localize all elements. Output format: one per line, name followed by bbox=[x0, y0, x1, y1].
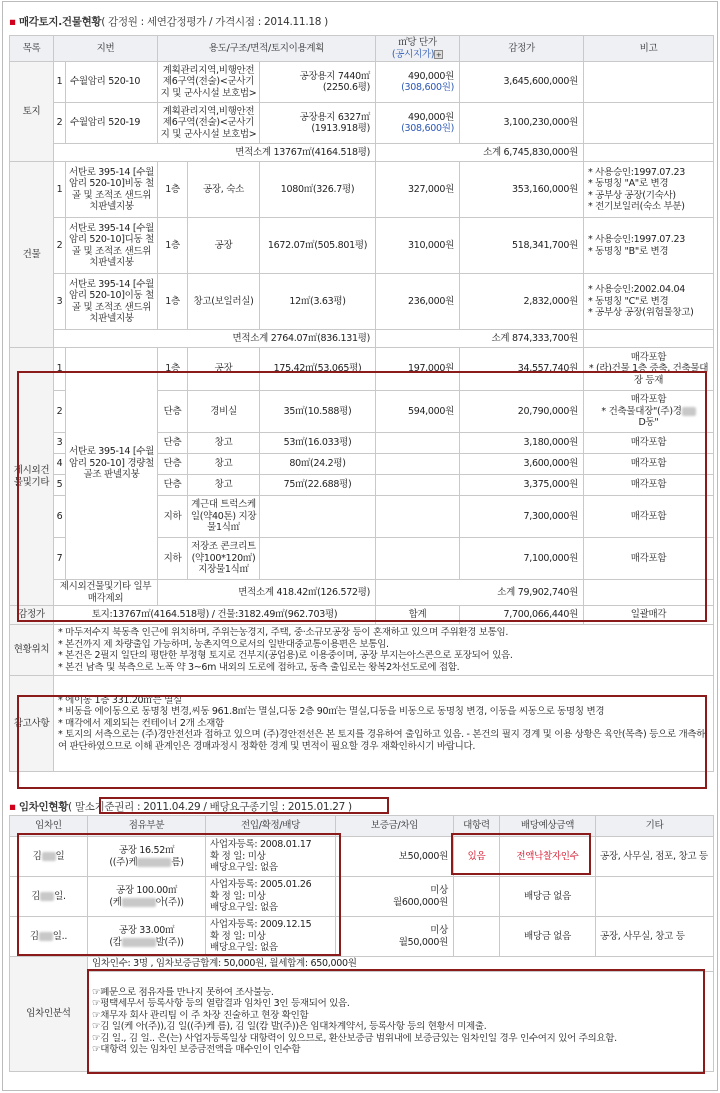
extra-unit bbox=[376, 538, 460, 580]
redacted-text bbox=[39, 932, 53, 941]
extra-notes: 매각포함 bbox=[584, 433, 714, 454]
note-line: * 매각에서 제외되는 컨테이너 2개 소재함 bbox=[58, 717, 224, 729]
note-line: * 비동을 에이동으로 동명칭 변경,씨동 961.8㎡는 멸실,디동 2층 90㎡는 멸실,디동을 비동으로 동명칭 변경, 이동을 씨동으로 동명칭 변경 bbox=[58, 706, 605, 718]
row-no: 7 bbox=[54, 538, 66, 580]
land-note bbox=[584, 62, 714, 103]
tenant-power: 있음 bbox=[454, 837, 500, 877]
extra-floor: 단층 bbox=[158, 454, 188, 475]
tenant-etc bbox=[596, 877, 714, 917]
bldg-area: 12㎡(3.63평) bbox=[260, 274, 376, 330]
bldg-unit: 310,000원 bbox=[376, 218, 460, 274]
tenant-dividend: 배당금 없음 bbox=[500, 877, 596, 917]
date-line: 사업자등록: 2008.01.17 bbox=[210, 839, 312, 851]
tenant-row bbox=[10, 917, 714, 957]
deposit-value: 보50,000원 bbox=[398, 850, 448, 862]
row-no: 1 bbox=[54, 348, 66, 391]
tenant-row bbox=[10, 837, 714, 877]
appraisal-note: 일괄매각 bbox=[584, 606, 714, 625]
extra-unit: 594,000원 bbox=[376, 391, 460, 433]
tenant-deposit bbox=[336, 837, 454, 877]
note-line: * 사용승인:1997.07.23 bbox=[588, 234, 685, 245]
rent-value: 월50,000원 bbox=[398, 936, 448, 948]
empty-cell bbox=[584, 580, 714, 606]
deposit-value: 미상 bbox=[430, 925, 448, 936]
date-line: 사업자등록: 2005.01.26 bbox=[210, 879, 312, 891]
col-header-occupancy: 점유부분 bbox=[88, 816, 206, 837]
tenant-occupancy bbox=[88, 837, 206, 877]
col-header-deposit: 보증금/차임 bbox=[336, 816, 454, 837]
land-area-sqm: 공장용지 6327㎡ bbox=[299, 111, 371, 123]
note-line: * 건축물대장"(주)경 bbox=[601, 405, 682, 417]
extra-use: 저장조 콘크리트(약100*120㎡) 지장물1식㎡ bbox=[188, 538, 260, 580]
appraisal-row bbox=[10, 606, 714, 625]
land-price: 3,100,230,000원 bbox=[460, 103, 584, 144]
extra-notes: 매각포함 bbox=[584, 475, 714, 496]
occupancy-company-pre: (캄 bbox=[109, 936, 122, 948]
occupancy-company-pre: ((주)케 bbox=[109, 856, 138, 868]
land-area-pyeong: (1913.918평) bbox=[311, 123, 371, 134]
extra-use: 창고 bbox=[188, 475, 260, 496]
tenant-deposit bbox=[336, 877, 454, 917]
bldg-use: 공장, 숙소 bbox=[188, 162, 260, 218]
extra-unit bbox=[376, 433, 460, 454]
land-pub-price: (308,600원) bbox=[401, 123, 455, 134]
bldg-row bbox=[10, 218, 714, 274]
analysis-line: ☞채무자 회사 관리팀 이 주 차장 진술하고 현장 확인함 bbox=[92, 1009, 309, 1021]
note-line: * 마두저수지 북동측 인근에 위치하며, 주위는농경지, 주택, 중·소규모공장 등이 혼재하고 있으며 주위환경 보통임. bbox=[58, 627, 509, 638]
bldg-addr: 서탄로 395-14 [수월암리 520-10]이동 철골 및 조적조 샌드위치판넬지붕 bbox=[66, 274, 158, 330]
extra-price: 7,300,000원 bbox=[460, 496, 584, 538]
bldg-notes bbox=[584, 274, 714, 330]
tenant-row bbox=[10, 877, 714, 917]
land-area-sqm: 공장용지 7440㎡ bbox=[299, 70, 371, 82]
location-label: 현황위치 bbox=[10, 625, 54, 676]
date-line: 배당요구일: 없음 bbox=[210, 942, 278, 954]
extra-subtotal-row bbox=[10, 580, 714, 606]
bldg-floor: 1층 bbox=[158, 274, 188, 330]
tenant-name-pre: 김 bbox=[31, 890, 41, 902]
col-header-dividend: 배당예상금액 bbox=[500, 816, 596, 837]
extra-area: 80㎡(24.2평) bbox=[260, 454, 376, 475]
date-line: 확 정 일: 미상 bbox=[210, 890, 266, 902]
bldg-floor: 1층 bbox=[158, 218, 188, 274]
row-no: 1 bbox=[54, 162, 66, 218]
bullet-icon: ▪ bbox=[9, 801, 16, 813]
section-title-tenant bbox=[9, 799, 352, 814]
location-row bbox=[10, 625, 714, 676]
col-header-etc: 기타 bbox=[596, 816, 714, 837]
land-addr: 수월암리 520-10 bbox=[66, 62, 158, 103]
tenant-subtitle: ( 말소기준권리 : 2011.04.29 / 배당요구종기일 : 2015.01.27 ) bbox=[68, 801, 352, 813]
redacted-text bbox=[137, 858, 171, 867]
tenant-summary: 임차인수: 3명 , 임차보증금합계: 50,000원, 월세합계: 650,000원 bbox=[88, 957, 714, 972]
tenant-name-post: 일.. bbox=[52, 930, 68, 942]
analysis-row bbox=[10, 971, 714, 1071]
bullet-icon: ▪ bbox=[9, 16, 16, 28]
extra-area: 75㎡(22.688평) bbox=[260, 475, 376, 496]
redacted-text bbox=[682, 407, 696, 416]
extra-use: 경비실 bbox=[188, 391, 260, 433]
extra-notes: 매각포함 bbox=[584, 538, 714, 580]
date-line: 확 정 일: 미상 bbox=[210, 930, 266, 942]
extra-area: 35㎡(10.588평) bbox=[260, 391, 376, 433]
extra-area: 53㎡(16.033평) bbox=[260, 433, 376, 454]
extra-price: 20,790,000원 bbox=[460, 391, 584, 433]
col-header-addr: 지번 bbox=[54, 36, 158, 62]
date-line: 사업자등록: 2009.12.15 bbox=[210, 919, 312, 931]
extra-area bbox=[260, 496, 376, 538]
tenant-etc: 공장, 사무실, 점포, 창고 등 bbox=[596, 837, 714, 877]
land-sum-area: 면적소계 13767㎡(4164.518평) bbox=[54, 144, 376, 162]
tenant-name bbox=[10, 877, 88, 917]
note-line: * 공부상 공장(위험물창고) bbox=[588, 307, 694, 319]
extra-use: 창고 bbox=[188, 454, 260, 475]
tenant-dates bbox=[206, 877, 336, 917]
note-line: * 전기보일러(숙소 부분) bbox=[588, 201, 685, 212]
row-no: 2 bbox=[54, 218, 66, 274]
extra-price: 3,180,000원 bbox=[460, 433, 584, 454]
redacted-text bbox=[122, 898, 156, 907]
row-no: 6 bbox=[54, 496, 66, 538]
tenant-dates bbox=[206, 837, 336, 877]
bldg-price: 2,832,000원 bbox=[460, 274, 584, 330]
rent-value: 월600,000원 bbox=[393, 896, 448, 908]
empty-cell bbox=[584, 144, 714, 162]
land-unit-price: 490,000원 bbox=[407, 70, 455, 82]
land-note bbox=[584, 103, 714, 144]
row-no: 1 bbox=[54, 62, 66, 103]
bldg-row bbox=[10, 274, 714, 330]
note-line: * 토지의 서측으로는 (주)경안전선과 접하고 있으며 (주)경안전선은 본 토지를 경유하여 출입하고 있음. - 본건의 필지 경계 및 이용 상황은 육안(목측) 등으로 개측하여 판단하였으므로 이해 관계인은 경매과정시 정확한 경계 및 면적이 필요할 경우 재확인하시기 바랍니다. bbox=[58, 729, 706, 752]
col-header-price: 감정가 bbox=[460, 36, 584, 62]
extra-unit bbox=[376, 454, 460, 475]
tenant-power bbox=[454, 917, 500, 957]
section-title-property bbox=[9, 14, 328, 29]
extra-notes: 매각포함 bbox=[584, 454, 714, 475]
analysis-line: ☞대항력 있는 임차인 보증금전액을 매수인이 인수함 bbox=[92, 1044, 301, 1055]
occupancy-area: 공장 16.52㎡ bbox=[118, 845, 175, 856]
extra-label: 제시외건물및기타 bbox=[10, 348, 54, 606]
extra-unit bbox=[376, 496, 460, 538]
note-line: * 에이동 1층 331.20㎡는 멸실 bbox=[58, 694, 182, 706]
land-area bbox=[260, 103, 376, 144]
tenant-name-post: 일. bbox=[54, 890, 66, 902]
tenant-dividend: 전액낙찰자인수 bbox=[500, 837, 596, 877]
land-row bbox=[10, 62, 714, 103]
land-sum-price: 소계 6,745,830,000원 bbox=[376, 144, 584, 162]
extra-unit bbox=[376, 475, 460, 496]
redacted-text bbox=[40, 892, 54, 901]
extra-area bbox=[260, 538, 376, 580]
tenant-name-pre: 김 bbox=[32, 850, 42, 862]
bldg-sum-price: 소계 874,333,700원 bbox=[376, 330, 584, 348]
extra-floor: 단층 bbox=[158, 391, 188, 433]
extra-row bbox=[10, 348, 714, 391]
row-no: 4 bbox=[54, 454, 66, 475]
land-addr: 수월암리 520-19 bbox=[66, 103, 158, 144]
tenant-occupancy bbox=[88, 917, 206, 957]
tenant-name-pre: 김 bbox=[29, 930, 39, 942]
extra-addr: 서탄로 395-14 [수월암리 520-10] 경량철골조 판넬지붕 bbox=[66, 348, 158, 580]
col-header-list: 목록 bbox=[10, 36, 54, 62]
note-line: * 본건 남측 및 북측으로 노폭 약 3~6m 내외의 도로에 접하고, 동측 출입로는 왕복2차선도로에 접함. bbox=[58, 661, 460, 673]
land-row bbox=[10, 103, 714, 144]
col-header-power: 대항력 bbox=[454, 816, 500, 837]
row-no: 2 bbox=[54, 391, 66, 433]
col-header-use: 용도/구조/면적/토지이용계획 bbox=[158, 36, 376, 62]
bldg-label: 건물 bbox=[10, 162, 54, 348]
extra-area: 175.42㎡(53.065평) bbox=[260, 348, 376, 391]
occupancy-area: 공장 33.00㎡ bbox=[118, 925, 175, 936]
note-line: 매각포함 bbox=[630, 351, 667, 363]
appraisal-text: 토지:13767㎡(4164.518평) / 건물:3182.49㎡(962.703평) bbox=[54, 606, 376, 625]
bldg-floor: 1층 bbox=[158, 162, 188, 218]
location-notes bbox=[54, 625, 714, 676]
row-no: 2 bbox=[54, 103, 66, 144]
appraisal-sum-label: 합계 bbox=[376, 606, 460, 625]
tenant-name bbox=[10, 917, 88, 957]
land-area bbox=[260, 62, 376, 103]
land-unit bbox=[376, 62, 460, 103]
extra-unit: 197,000원 bbox=[376, 348, 460, 391]
property-subtitle: ( 감정원 : 세연감정평가 / 가격시점 : 2014.11.18 ) bbox=[101, 16, 328, 28]
extra-price: 3,600,000원 bbox=[460, 454, 584, 475]
bldg-notes bbox=[584, 162, 714, 218]
note-line: D동" bbox=[638, 417, 659, 429]
bldg-price: 353,160,000원 bbox=[460, 162, 584, 218]
date-line: 확 정 일: 미상 bbox=[210, 850, 266, 862]
bldg-price: 518,341,700원 bbox=[460, 218, 584, 274]
redacted-text bbox=[122, 938, 156, 947]
date-line: 배당요구일: 없음 bbox=[210, 862, 278, 874]
note-line: * 본건까지 제 차량출입 가능하며, 농촌지역으로서의 일반대중교통이용편은 보통임. bbox=[58, 638, 389, 650]
land-label: 토지 bbox=[10, 62, 54, 162]
tenant-dividend: 배당금 없음 bbox=[500, 917, 596, 957]
tenant-name-post: 일 bbox=[55, 850, 65, 862]
pub-price-link[interactable]: (공시지가) bbox=[391, 48, 435, 60]
bldg-row bbox=[10, 162, 714, 218]
appraisal-total: 7,700,066,440원 bbox=[460, 606, 584, 625]
tenant-deposit bbox=[336, 917, 454, 957]
tenant-etc: 공장, 사무실, 창고 등 bbox=[596, 917, 714, 957]
reference-row bbox=[10, 676, 714, 772]
bldg-area: 1080㎡(326.7평) bbox=[260, 162, 376, 218]
tenant-dates bbox=[206, 917, 336, 957]
auction-detail-page bbox=[2, 1, 718, 1091]
redacted-text bbox=[42, 852, 56, 861]
extra-price: 3,375,000원 bbox=[460, 475, 584, 496]
extra-sum-label: 제시외건물및기타 일부 매각제외 bbox=[54, 580, 158, 606]
analysis-line: ☞김 일(케 아(주)),김 일((주)케 름), 김 일(캄 발(주))은 임대차계약서, 등록사항 등의 현황서 미제출. bbox=[92, 1021, 487, 1032]
extra-use: 공장 bbox=[188, 348, 260, 391]
land-unit-price: 490,000원 bbox=[407, 111, 455, 123]
row-no: 3 bbox=[54, 274, 66, 330]
occupancy-company-pre: (케 bbox=[109, 896, 122, 908]
note-line: 매각포함 bbox=[630, 394, 667, 406]
extra-notes: 매각포함 bbox=[584, 496, 714, 538]
bldg-addr: 서탄로 395-14 [수월암리 520-10]디동 철골 및 조적조 샌드위치판넬지붕 bbox=[66, 218, 158, 274]
row-no: 5 bbox=[54, 475, 66, 496]
col-header-dates: 전입/확정/배당 bbox=[206, 816, 336, 837]
land-area-pyeong: (2250.6평) bbox=[322, 82, 371, 93]
reference-label: 참고사항 bbox=[10, 676, 54, 772]
note-line: * 본건은 2필지 일단의 평탄한 부정형 토지로 건부지(공업용)로 이용중이며, 공장 부지는아스콘으로 포장되어 있음. bbox=[58, 650, 513, 661]
occupancy-company-post: 발(주)) bbox=[155, 936, 184, 948]
note-line: * (라)건물 1층 증축, 건축물대장 등재 bbox=[588, 363, 709, 386]
note-line: * 공부상 공장(기숙사) bbox=[588, 189, 676, 201]
occupancy-company-post: 아(주)) bbox=[155, 896, 184, 908]
note-line: * 사용승인:2002.04.04 bbox=[588, 284, 685, 296]
occupancy-company-post: 름) bbox=[171, 856, 184, 868]
bldg-subtotal-row bbox=[10, 330, 714, 348]
tenant-title: 임차인현황 bbox=[18, 801, 69, 813]
land-pub-price: (308,600원) bbox=[401, 82, 455, 93]
extra-use: 계근대 트럭스케일(약40톤) 지장물1식㎡ bbox=[188, 496, 260, 538]
bldg-area: 1672.07㎡(505.801평) bbox=[260, 218, 376, 274]
bldg-sum-area: 면적소계 2764.07㎡(836.131평) bbox=[54, 330, 376, 348]
tenant-occupancy bbox=[88, 877, 206, 917]
note-line: * 사용승인:1997.07.23 bbox=[588, 166, 685, 178]
bldg-unit: 236,000원 bbox=[376, 274, 460, 330]
col-header-tenant: 임차인 bbox=[10, 816, 88, 837]
tenant-name bbox=[10, 837, 88, 877]
extra-notes bbox=[584, 348, 714, 391]
extra-floor: 단층 bbox=[158, 475, 188, 496]
bldg-use: 공장 bbox=[188, 218, 260, 274]
occupancy-area: 공장 100.00㎡ bbox=[115, 885, 178, 896]
bldg-unit: 327,000원 bbox=[376, 162, 460, 218]
extra-price: 34,557,740원 bbox=[460, 348, 584, 391]
unit-header-label: ㎡당 단가 bbox=[398, 37, 437, 48]
reference-notes bbox=[54, 676, 714, 772]
extra-floor: 단층 bbox=[158, 433, 188, 454]
expand-icon[interactable]: + bbox=[435, 50, 442, 59]
property-title: 매각토지.건물현황 bbox=[18, 16, 102, 28]
note-line: * 동명칭 "C"로 변경 bbox=[588, 295, 669, 307]
analysis-notes bbox=[88, 971, 714, 1071]
property-table bbox=[9, 35, 714, 772]
note-line: * 동명칭 "A"로 변경 bbox=[588, 178, 669, 189]
col-header-unit bbox=[376, 36, 460, 62]
deposit-value: 미상 bbox=[430, 885, 448, 896]
date-line: 배당요구일: 없음 bbox=[210, 902, 278, 914]
extra-floor: 지하 bbox=[158, 496, 188, 538]
col-header-note: 비고 bbox=[584, 36, 714, 62]
tenant-power bbox=[454, 877, 500, 917]
extra-floor: 지하 bbox=[158, 538, 188, 580]
bldg-use: 창고(보일러실) bbox=[188, 274, 260, 330]
analysis-line: ☞평택세무서 등록사항 등의 열람결과 임차인 3인 등재되어 있음. bbox=[92, 998, 350, 1009]
land-subtotal-row bbox=[10, 144, 714, 162]
empty-cell bbox=[584, 330, 714, 348]
row-no: 3 bbox=[54, 433, 66, 454]
analysis-label: 임차인분석 bbox=[10, 957, 88, 1072]
bldg-notes bbox=[584, 218, 714, 274]
extra-floor: 1층 bbox=[158, 348, 188, 391]
land-use: 계획관리지역,비행안전제6구역(전술)<군사기지 및 군사시설 보호법> bbox=[158, 103, 260, 144]
appraisal-label: 감정가 bbox=[10, 606, 54, 625]
tenant-table bbox=[9, 815, 714, 1072]
bldg-addr: 서탄로 395-14 [수월암리 520-10]비동 철골 및 조적조 샌드위치판넬지붕 bbox=[66, 162, 158, 218]
land-price: 3,645,600,000원 bbox=[460, 62, 584, 103]
extra-notes bbox=[584, 391, 714, 433]
land-unit bbox=[376, 103, 460, 144]
analysis-line: ☞김 일., 김 일.. 은(는) 사업자등록일상 대항력이 있으므로, 환산보증금 범위내에 보증금있는 임차인일 경우 인수여지 있어 주의요함. bbox=[92, 1032, 617, 1044]
land-use: 계획관리지역,비행안전제6구역(전술)<군사기지 및 군사시설 보호법> bbox=[158, 62, 260, 103]
tenant-summary-row bbox=[10, 957, 714, 972]
analysis-line: ☞폐문으로 점유자를 만나지 못하여 조사불능. bbox=[92, 986, 274, 998]
extra-sum-price: 소계 79,902,740원 bbox=[376, 580, 584, 606]
extra-sum-area: 면적소계 418.42㎡(126.572평) bbox=[158, 580, 376, 606]
extra-price: 7,100,000원 bbox=[460, 538, 584, 580]
note-line: * 동명칭 "B"로 변경 bbox=[588, 245, 669, 257]
extra-use: 창고 bbox=[188, 433, 260, 454]
